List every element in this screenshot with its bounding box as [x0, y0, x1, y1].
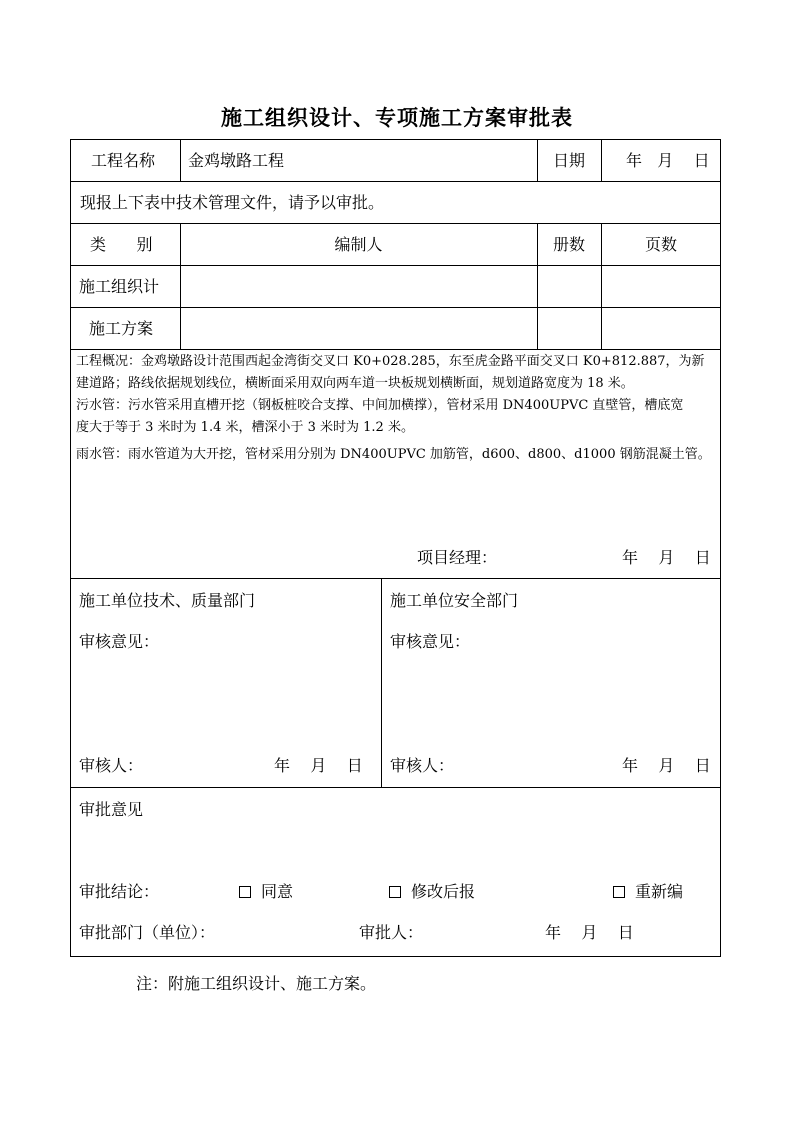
row-divider — [71, 349, 720, 350]
option-revise-label: 修改后报 — [411, 882, 476, 901]
overview-line: 度大于等于 3 米时为 1.4 米，槽深小于 3 米时为 1.2 米。 — [76, 420, 414, 435]
overview-line: 污水管：污水管采用直槽开挖（钢板桩咬合支撑、中间加横撑），管材采用 DN400UPVC 直壁管，槽底宽 — [76, 398, 684, 413]
row-divider — [71, 787, 720, 788]
project-name-label: 工程名称 — [91, 151, 156, 170]
footnote: 注：附施工组织设计、施工方案。 — [136, 974, 377, 993]
editor-header: 编制人 — [334, 235, 383, 254]
overview-line: 雨水管：雨水管道为大开挖，管材采用分别为 DN400UPVC 加筋管，d600、d800、d1000 钢筋混凝土管。 — [76, 447, 711, 462]
review-right-opinion-label: 审核意见： — [390, 632, 471, 651]
row-divider — [71, 307, 720, 308]
approval-dept-label: 审批部门（单位）： — [79, 923, 216, 942]
approval-conclusion-label: 审批结论： — [79, 882, 160, 901]
option-agree-label: 同意 — [261, 882, 294, 901]
option-redo[interactable] — [613, 882, 683, 902]
review-right-dept: 施工单位安全部门 — [390, 591, 519, 610]
overview-line: 工程概况：金鸡墩路设计范围西起金湾街交叉口 K0+028.285，东至虎金路平面交叉口 K0+812.887，为新 — [76, 354, 705, 369]
approval-date[interactable]: 年 月 日 — [545, 923, 634, 942]
checkbox-icon[interactable] — [389, 886, 401, 898]
overview-line: 建道路；路线依据规划线位，横断面采用双向两车道一块板规划横断面，规划道路宽度为 18 米。 — [76, 376, 634, 391]
option-redo-label: 重新编 — [635, 882, 684, 901]
pages-header: 页数 — [644, 235, 677, 254]
date-value[interactable]: 年 月 日 — [626, 151, 710, 170]
col-divider — [180, 140, 181, 181]
review-right-date[interactable]: 年 月 日 — [622, 756, 711, 775]
option-revise[interactable] — [389, 882, 475, 902]
manager-label: 项目经理： — [417, 548, 498, 567]
col-divider — [381, 578, 382, 787]
review-left-dept: 施工单位技术、质量部门 — [79, 591, 256, 610]
approval-form — [70, 139, 721, 957]
doc-row-label: 施工方案 — [89, 319, 154, 338]
approver-label: 审批人： — [359, 923, 424, 942]
checkbox-icon[interactable] — [239, 886, 251, 898]
approval-opinion-label: 审批意见 — [79, 800, 144, 819]
review-right-reviewer-label: 审核人： — [390, 756, 455, 775]
col-divider — [601, 140, 602, 181]
option-agree[interactable] — [239, 882, 293, 902]
review-left-date[interactable]: 年 月 日 — [274, 756, 363, 775]
date-label: 日期 — [553, 151, 586, 170]
volumes-header: 册数 — [552, 235, 585, 254]
col-divider — [537, 140, 538, 181]
row-divider — [71, 181, 720, 182]
project-name-value[interactable]: 金鸡墩路工程 — [188, 151, 285, 170]
review-left-reviewer-label: 审核人： — [79, 756, 144, 775]
row-divider — [71, 578, 720, 579]
doc-row-label: 施工组织计 — [79, 277, 160, 296]
form-title: 施工组织设计、专项施工方案审批表 — [221, 105, 573, 130]
review-left-opinion-label: 审核意见： — [79, 632, 160, 651]
row-divider — [71, 265, 720, 266]
manager-date[interactable]: 年 月 日 — [622, 548, 711, 567]
submit-text: 现报上下表中技术管理文件，请予以审批。 — [80, 193, 385, 212]
checkbox-icon[interactable] — [613, 886, 625, 898]
category-header: 类 别 — [90, 235, 153, 254]
row-divider — [71, 223, 720, 224]
